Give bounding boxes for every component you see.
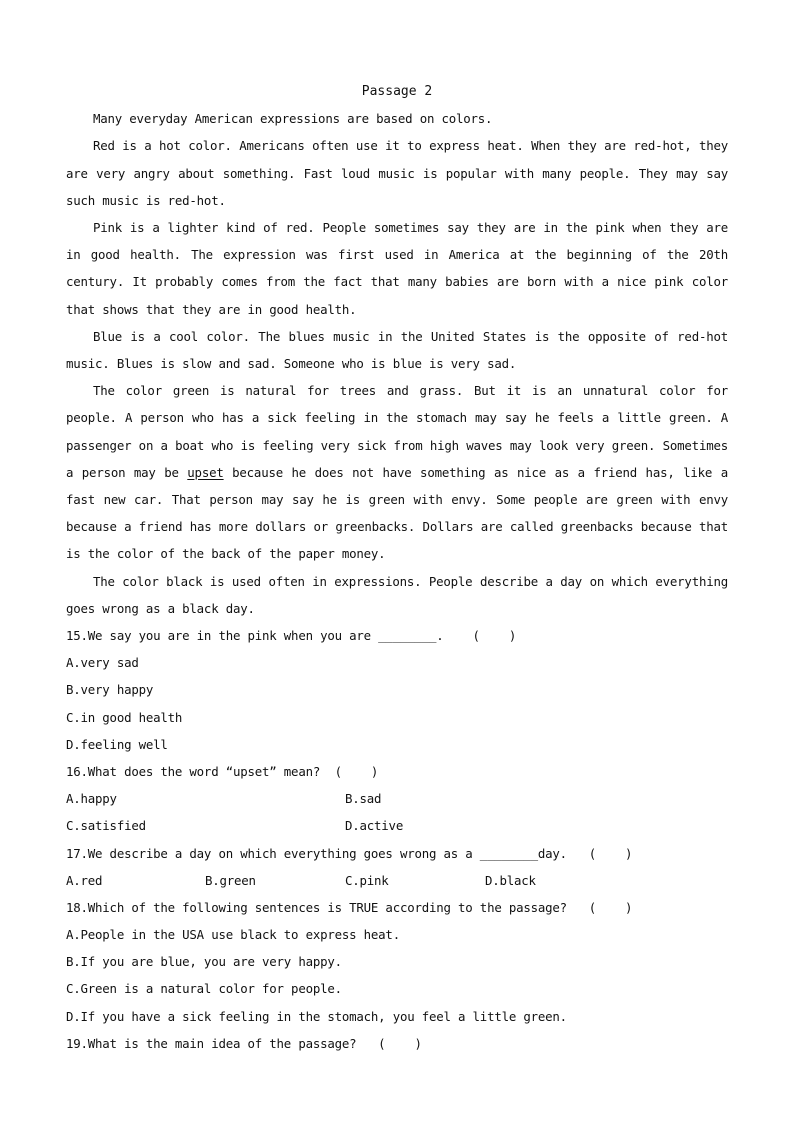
question-17-option-d: D.black bbox=[485, 872, 536, 888]
passage-title: Passage 2 bbox=[361, 84, 433, 99]
question-17-option-a: A.red bbox=[66, 872, 103, 888]
question-17-option-c: C.pink bbox=[345, 872, 389, 888]
question-18-option-b: B.If you are blue, you are very happy. bbox=[66, 954, 342, 970]
question-19-stem: 19.What is the main idea of the passage? ( ) bbox=[66, 1035, 422, 1051]
paragraph-5-text-before: The color green is natural for trees and grass. But it is an unnatural color for people. A person who has a sick feeling in the stomach may say he feels a little green. A passenger on a boat who is feeling very sick from high waves may look very green. Sometimes a person may be bbox=[66, 383, 728, 480]
document-page bbox=[66, 78, 728, 1057]
question-18-option-c: C.Green is a natural color for people. bbox=[66, 981, 342, 997]
question-17-stem: 17.We describe a day on which everything goes wrong as a ________day. ( ) bbox=[66, 845, 633, 861]
question-15-option-a: A.very sad bbox=[66, 655, 139, 671]
question-18-option-d: D.If you have a sick feeling in the stomach, you feel a little green. bbox=[66, 1008, 567, 1024]
question-17-options-row bbox=[66, 867, 728, 894]
question-15-option-c: C.in good health bbox=[66, 709, 183, 725]
question-16-option-b: B.sad bbox=[345, 791, 382, 807]
question-16-option-a: A.happy bbox=[66, 791, 117, 807]
question-18-option-a: A.People in the USA use black to express heat. bbox=[66, 927, 400, 943]
question-15-stem: 15.We say you are in the pink when you are ________. ( ) bbox=[66, 628, 517, 644]
question-16-stem: 16.What does the word “upset” mean? ( ) bbox=[66, 763, 379, 779]
paragraph-6: The color black is used often in expressions. People describe a day on which everything goes wrong as a black day. bbox=[66, 573, 728, 616]
paragraph-1: Many everyday American expressions are based on colors. bbox=[93, 111, 493, 127]
question-17-option-b: B.green bbox=[205, 872, 256, 888]
question-15-option-d: D.feeling well bbox=[66, 736, 168, 752]
paragraph-3: Pink is a lighter kind of red. People sometimes say they are in the pink when they are in good health. The expression was first used in America at the beginning of the 20th century. It probably comes from the fact that many babies are born with a nice pink color that shows that they are in good health. bbox=[66, 220, 728, 317]
paragraph-5 bbox=[66, 377, 728, 567]
paragraph-4: Blue is a cool color. The blues music in the United States is the opposite of red-hot music. Blues is slow and sad. Someone who is blue is very sad. bbox=[66, 328, 728, 372]
question-16-options-row-1 bbox=[66, 785, 728, 812]
question-16-option-d: D.active bbox=[345, 818, 404, 834]
underlined-word-upset: upset bbox=[187, 464, 224, 480]
question-16-option-c: C.satisfied bbox=[66, 818, 146, 834]
question-16-options-row-2 bbox=[66, 812, 728, 839]
paragraph-5-text-after: because he does not have something as nice as a friend has, like a fast new car. That person may say he is green with envy. Some people are green with envy because a friend has more dollars or greenbacks. Dollars are called greenbacks because that is the color of the back of the paper money. bbox=[66, 464, 728, 562]
question-18-stem: 18.Which of the following sentences is TRUE according to the passage? ( ) bbox=[66, 899, 633, 915]
question-15-option-b: B.very happy bbox=[66, 682, 154, 698]
paragraph-2: Red is a hot color. Americans often use it to express heat. When they are red-hot, they are very angry about something. Fast loud music is popular with many people. They may say such music is red-hot. bbox=[66, 138, 728, 208]
